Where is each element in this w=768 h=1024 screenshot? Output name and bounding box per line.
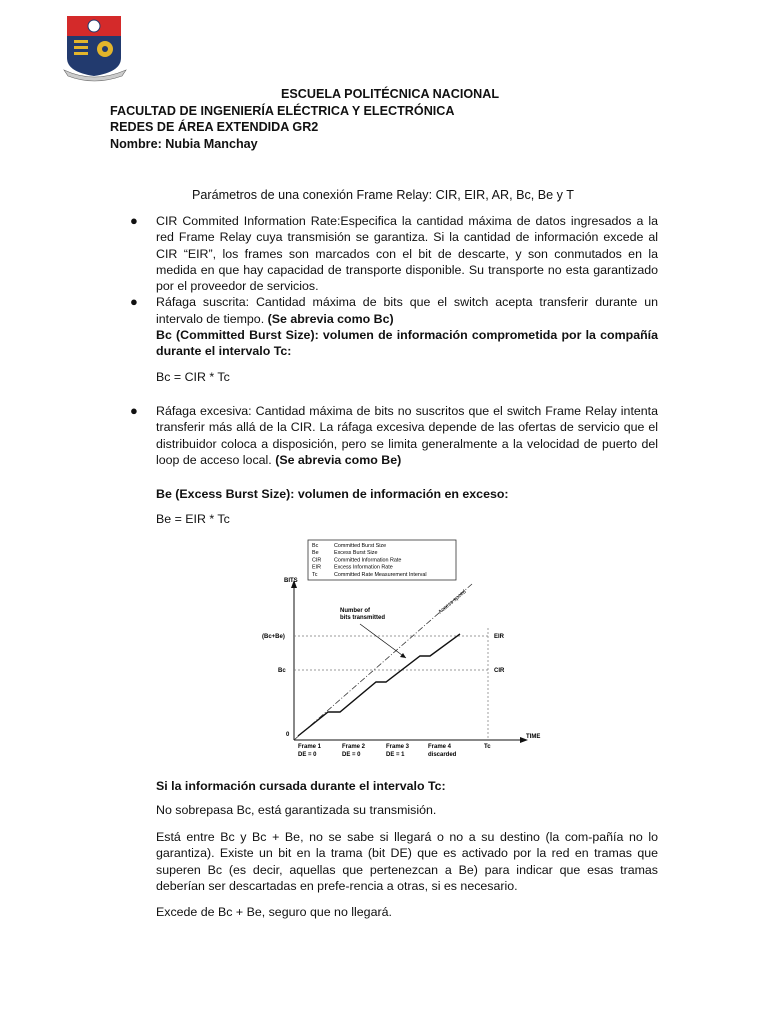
frame-name: Frame 4 — [428, 744, 452, 750]
x-axis-label: TIME — [526, 734, 541, 740]
school-name: ESCUELA POLITÉCNICA NACIONAL — [280, 87, 500, 101]
frame-name: Frame 3 — [386, 744, 410, 750]
bullet-dot: ● — [130, 213, 138, 228]
faculty-name: FACULTAD DE INGENIERÍA ELÉCTRICA Y ELECTRÓNICA — [110, 103, 455, 118]
bullet-rafaga-suscrita — [130, 294, 658, 384]
case-exceeds — [156, 904, 658, 920]
rafaga-suscrita-text: Ráfaga suscrita: Cantidad máxima de bits que el switch acepta transferir durante un intervalo de tiempo. (Se abrevia como Bc) — [156, 295, 658, 326]
legend-abbr: EIR — [312, 564, 321, 571]
course-name: REDES DE ÁREA EXTENDIDA GR2 — [110, 120, 319, 134]
cir-label: CIR — [494, 668, 505, 674]
frame-name: Frame 1 — [298, 744, 322, 750]
be-definition: Be (Excess Burst Size): volumen de información en exceso: — [156, 487, 509, 502]
bits-transmitted-line — [298, 634, 460, 736]
frame-name: Frame 2 — [342, 744, 366, 750]
legend-desc: Committed Rate Measurement Interval — [334, 571, 427, 578]
legend-abbr: Bc — [312, 543, 319, 549]
frame-de: DE = 0 — [342, 752, 361, 758]
case-not-exceed-text: No sobrepasa Bc, está garantizada su transmisión. — [156, 803, 437, 817]
access-speed-label: Access speed — [437, 588, 468, 616]
legend-desc: Excess Information Rate — [334, 564, 393, 571]
be-abbrev-note: (Se abrevia como Be) — [275, 452, 402, 467]
bits-transmitted-label: Number of bits transmitted — [340, 608, 386, 621]
legend-abbr: Be — [312, 550, 319, 557]
y-axis-label: BITS — [284, 578, 298, 584]
document-header — [110, 86, 670, 152]
bc-abbrev-note: (Se abrevia como Bc) — [267, 311, 394, 326]
frame-relay-diagram — [260, 532, 552, 768]
tc-label: Tc — [484, 744, 491, 750]
bullet-rafaga-excesiva — [130, 403, 658, 528]
case-not-exceed — [156, 802, 658, 818]
annotation-arrow — [360, 624, 406, 658]
frame-de: discarded — [428, 752, 457, 758]
bc-formula: Bc = CIR * Tc — [156, 369, 230, 384]
bullet-cir — [130, 213, 658, 294]
parameters-list — [130, 213, 658, 528]
student-name: Nombre: Nubia Manchay — [110, 136, 258, 151]
legend-abbr: Tc — [312, 571, 318, 578]
bc-definition: Bc (Committed Burst Size): volumen de información comprometida por la compañía durante el intervalo Tc: — [156, 328, 658, 359]
rafaga-excesiva-text: Ráfaga excesiva: Cantidad máxima de bits no suscritos que el switch Frame Relay intenta transferir más allá de la CIR. La ráfaga excesiva depende de las ofertas de servicio que el distribuidor coloca a disposición, pero se limita generalmente a la velocidad de puerto del loop de acceso local. (Se abrevia como Be) — [156, 403, 658, 467]
be-formula: Be = EIR * Tc — [156, 512, 230, 527]
university-shield-logo — [62, 14, 128, 84]
legend-abbr: CIR — [312, 557, 322, 564]
legend-desc: Committed Burst Size — [334, 543, 387, 549]
y-tick-bc: Bc — [278, 668, 286, 674]
question-line — [156, 778, 658, 794]
question-text: Si la información cursada durante el intervalo Tc: — [156, 779, 446, 793]
frame-de: DE = 0 — [298, 752, 317, 758]
frame-labels — [298, 744, 457, 758]
eir-label: EIR — [494, 634, 505, 640]
case-between-text: Está entre Bc y Bc + Be, no se sabe si llegará o no a su destino (la com-pañía no lo garantiza). Existe un bit en la trama (bit DE) que es activado por la red en tramas que superen Bc (es decir, aquellas que pertenezcan a Be) para indicar que esas tramas deberían ser descartadas en prefe-rencia a otras, si es necesario. — [156, 830, 658, 893]
y-tick-zero: 0 — [286, 732, 290, 738]
cir-text: CIR Commited Information Rate:Especifica la cantidad máxima de datos ingresados a la red Frame Relay cuya transmisión se garantiza. Si la cantidad de información excede al CIR “EIR”, los frames son marcados con el bit de descarte, y son conmutados en la medida en que hay capacidad de transporte disponible. Su transporte no esta garantizado por el proveedor de servicios. — [156, 214, 658, 294]
bullet-dot: ● — [130, 402, 138, 418]
legend-desc: Excess Burst Size — [334, 550, 378, 557]
document-title: Parámetros de una conexión Frame Relay: CIR, EIR, AR, Bc, Be y T — [192, 188, 574, 202]
legend-desc: Committed Information Rate — [334, 557, 402, 564]
bullet-dot: ● — [130, 294, 138, 310]
frame-de: DE = 1 — [386, 752, 405, 758]
case-exceeds-text: Excede de Bc + Be, seguro que no llegará. — [156, 905, 392, 919]
case-between — [156, 829, 658, 894]
y-tick-bc-be: (Bc+Be) — [262, 634, 285, 640]
